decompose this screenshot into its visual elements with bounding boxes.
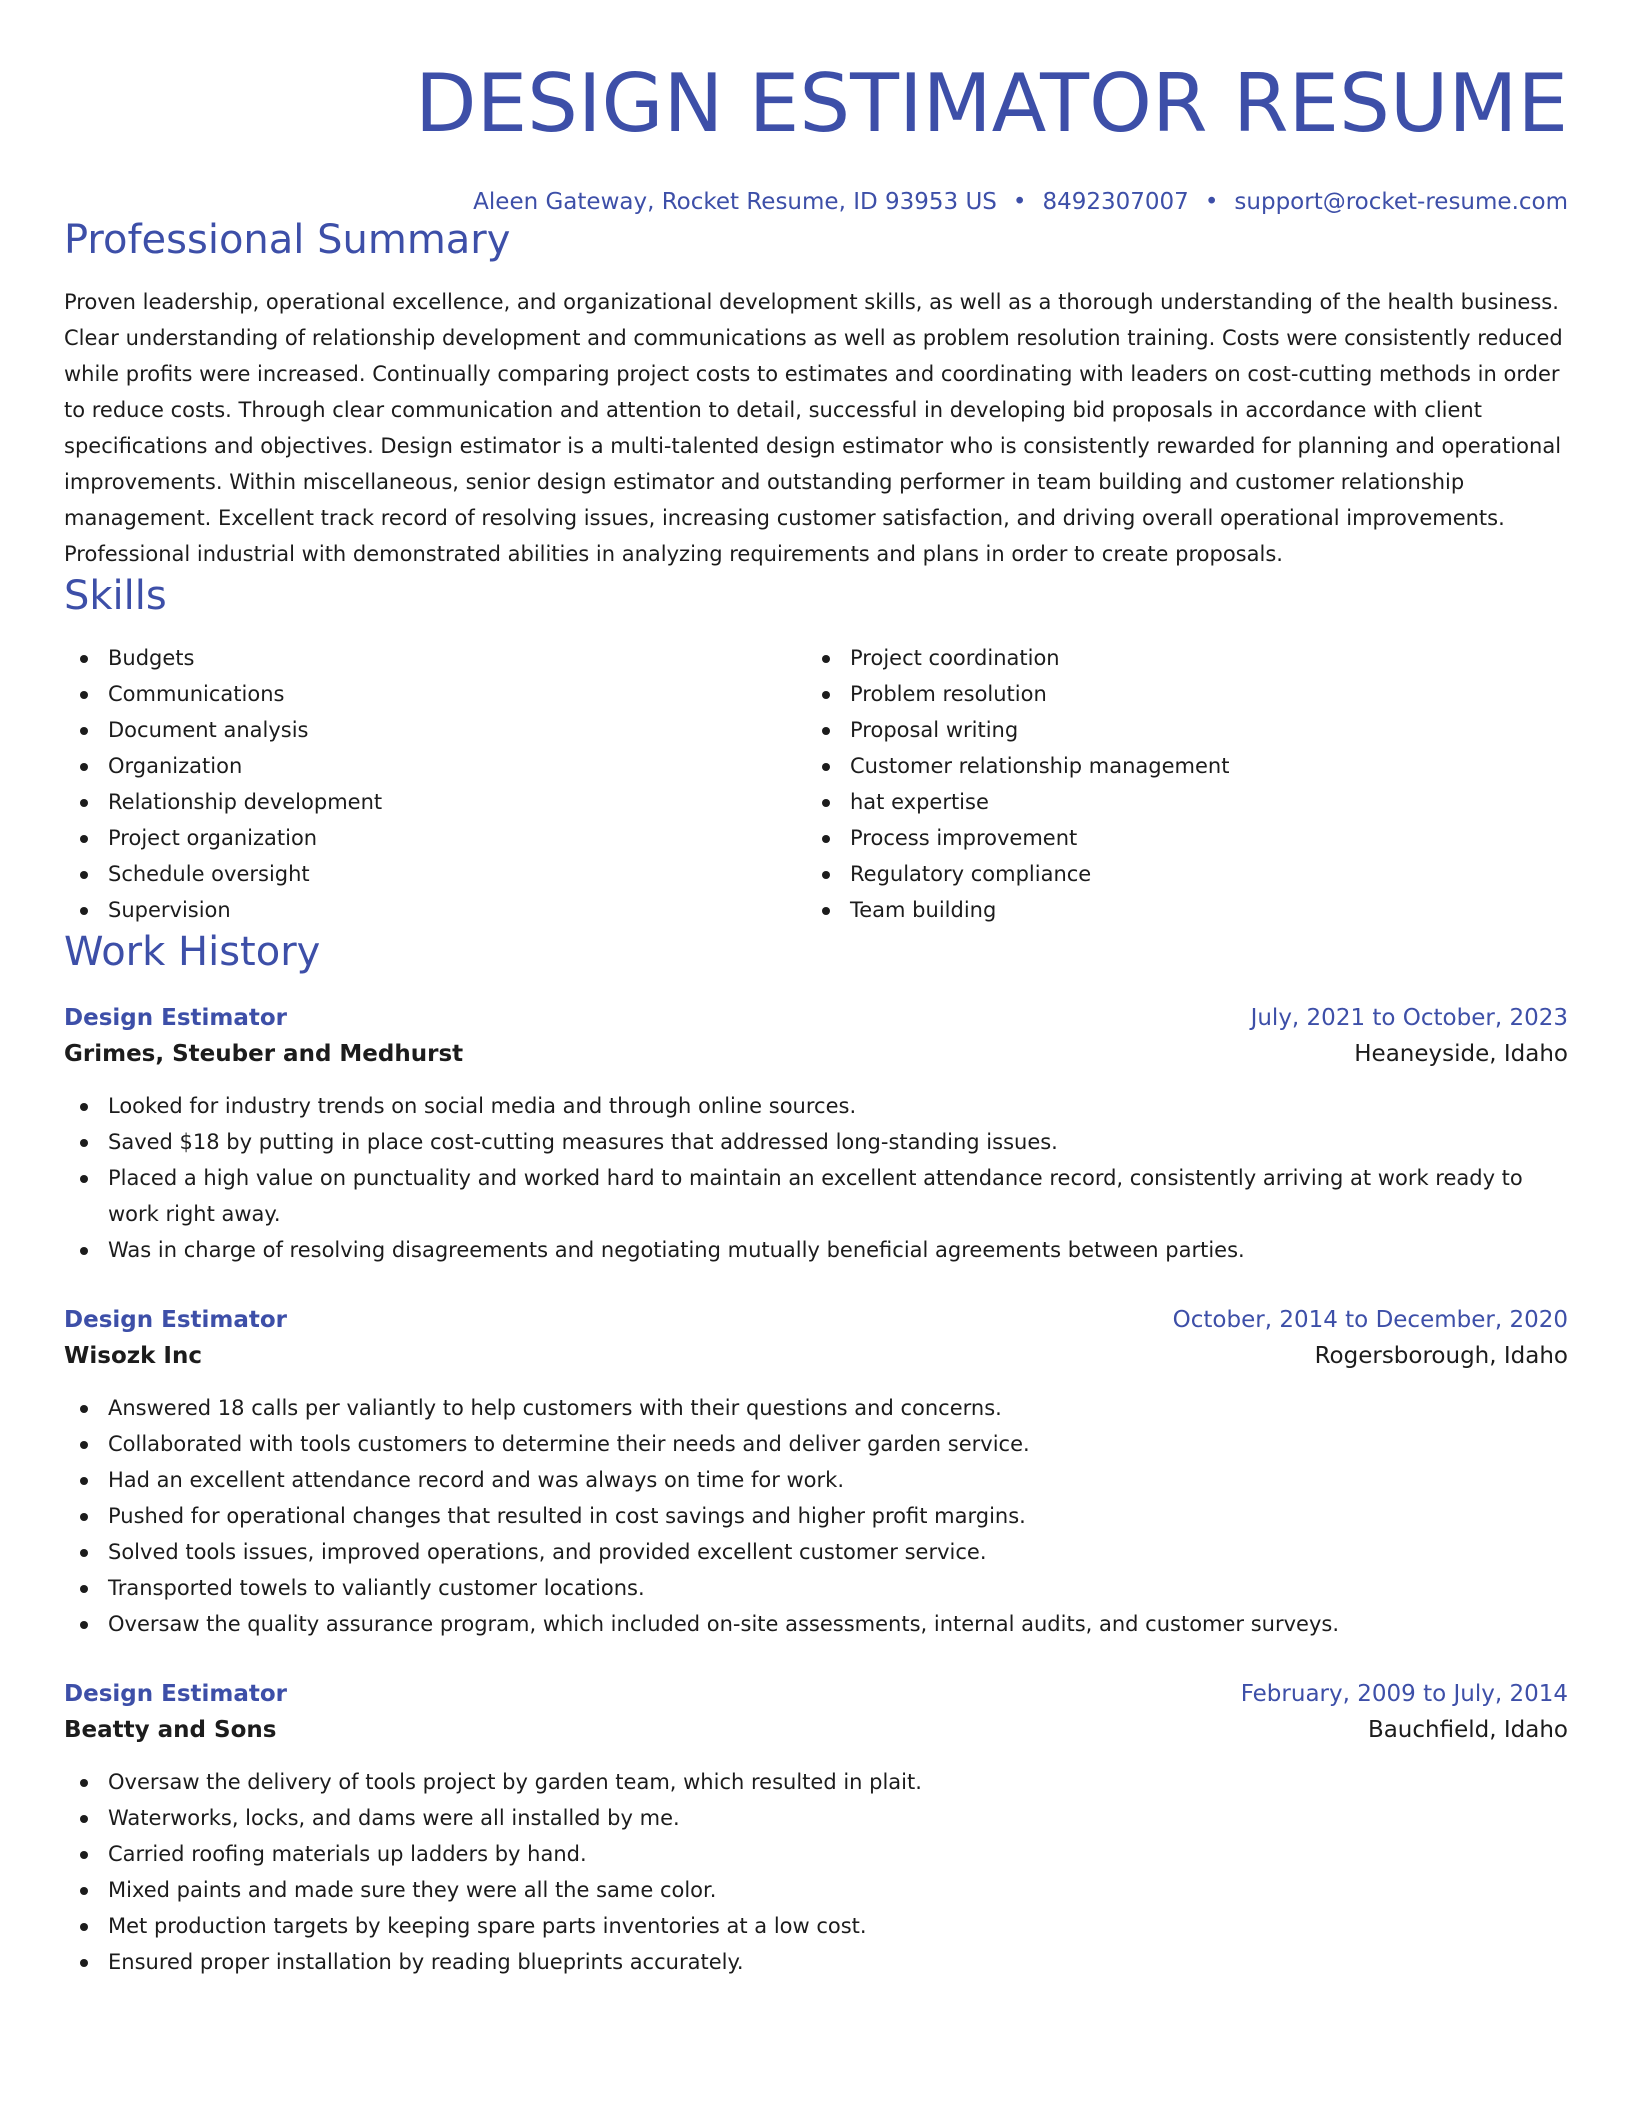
job-bullet: Carried roofing materials up ladders by hand. bbox=[64, 1836, 1568, 1872]
skills-heading: Skills bbox=[64, 573, 167, 619]
skill-item: Customer relationship management bbox=[806, 748, 1548, 784]
contact-line bbox=[64, 188, 1568, 216]
contact-phone: 8492307007 bbox=[1042, 189, 1189, 215]
job-company: Beatty and Sons bbox=[64, 1717, 277, 1743]
skill-item: Project organization bbox=[64, 820, 806, 856]
job-bullet: Oversaw the delivery of tools project by garden team, which resulted in plait. bbox=[64, 1764, 1568, 1800]
contact-separator: • bbox=[1204, 189, 1219, 215]
job-bullet: Was in charge of resolving disagreements and negotiating mutually beneficial agreements between parties. bbox=[64, 1232, 1568, 1268]
contact-address: Aleen Gateway, Rocket Resume, ID 93953 US bbox=[473, 189, 997, 215]
job-bullet: Placed a high value on punctuality and worked hard to maintain an excellent attendance record, consistently arriving at work ready to work right away. bbox=[64, 1160, 1568, 1232]
job-bullets bbox=[64, 1088, 1568, 1268]
job-entry bbox=[64, 1302, 1568, 1642]
job-dates: February, 2009 to July, 2014 bbox=[1240, 1681, 1568, 1707]
skill-item: Project coordination bbox=[806, 640, 1548, 676]
skill-item: hat expertise bbox=[806, 784, 1548, 820]
job-bullet: Had an excellent attendance record and was always on time for work. bbox=[64, 1462, 1568, 1498]
skill-item: Relationship development bbox=[64, 784, 806, 820]
job-company-row bbox=[64, 1036, 1568, 1072]
summary-heading: Professional Summary bbox=[64, 217, 511, 263]
skill-item: Budgets bbox=[64, 640, 806, 676]
job-bullet: Pushed for operational changes that resulted in cost savings and higher profit margins. bbox=[64, 1498, 1568, 1534]
job-title: Design Estimator bbox=[64, 1005, 288, 1031]
job-company-row bbox=[64, 1338, 1568, 1374]
skill-item: Team building bbox=[806, 892, 1548, 928]
job-bullets bbox=[64, 1390, 1568, 1642]
skill-item: Problem resolution bbox=[806, 676, 1548, 712]
job-bullets bbox=[64, 1764, 1568, 1980]
job-company: Wisozk Inc bbox=[64, 1343, 202, 1369]
skill-item: Document analysis bbox=[64, 712, 806, 748]
skill-item: Proposal writing bbox=[806, 712, 1548, 748]
job-location: Rogersborough, Idaho bbox=[1314, 1343, 1568, 1369]
job-title-row bbox=[64, 1676, 1568, 1712]
summary-text: Proven leadership, operational excellence, and organizational development skills, as well as a thorough understanding of the health business. Clear understanding of relationship development and communications as well as problem resolution training. Costs were consistently reduced while profits were increased. Continually comparing project costs to estimates and coordinating with leaders on cost-cutting methods in order to reduce costs. Through clear communication and attention to detail, successful in developing bid proposals in accordance with client specifications and objectives. Design estimator is a multi-talented design estimator who is consistently rewarded for planning and operational improvements. Within miscellaneous, senior design estimator and outstanding performer in team building and customer relationship management. Excellent track record of resolving issues, increasing customer satisfaction, and driving overall operational improvements. Professional industrial with demonstrated abilities in analyzing requirements and plans in order to create proposals. bbox=[64, 290, 1563, 566]
resume-page bbox=[64, 0, 1568, 1980]
skill-item: Regulatory compliance bbox=[806, 856, 1548, 892]
work-history-heading: Work History bbox=[64, 929, 321, 975]
resume-title: DESIGN ESTIMATOR RESUME bbox=[414, 57, 1568, 150]
job-bullet: Waterworks, locks, and dams were all installed by me. bbox=[64, 1800, 1568, 1836]
job-bullet: Transported towels to valiantly customer locations. bbox=[64, 1570, 1568, 1606]
skill-item: Organization bbox=[64, 748, 806, 784]
skill-item: Communications bbox=[64, 676, 806, 712]
job-company-row bbox=[64, 1712, 1568, 1748]
job-bullet: Ensured proper installation by reading blueprints accurately. bbox=[64, 1944, 1568, 1980]
contact-email[interactable]: support@rocket-resume.com bbox=[1234, 189, 1568, 215]
skills-column-left bbox=[64, 640, 806, 928]
job-bullet: Met production targets by keeping spare parts inventories at a low cost. bbox=[64, 1908, 1568, 1944]
skills-list bbox=[64, 640, 1568, 928]
job-bullet: Solved tools issues, improved operations, and provided excellent customer service. bbox=[64, 1534, 1568, 1570]
skill-item: Supervision bbox=[64, 892, 806, 928]
skills-column-right bbox=[806, 640, 1548, 928]
skill-item: Process improvement bbox=[806, 820, 1548, 856]
job-bullet: Oversaw the quality assurance program, which included on-site assessments, internal audits, and customer surveys. bbox=[64, 1606, 1568, 1642]
job-bullet: Answered 18 calls per valiantly to help customers with their questions and concerns. bbox=[64, 1390, 1568, 1426]
job-title: Design Estimator bbox=[64, 1681, 288, 1707]
contact-separator: • bbox=[1012, 189, 1027, 215]
job-entry bbox=[64, 1000, 1568, 1268]
job-bullet: Mixed paints and made sure they were all the same color. bbox=[64, 1872, 1568, 1908]
job-location: Bauchfield, Idaho bbox=[1367, 1717, 1568, 1743]
job-location: Heaneyside, Idaho bbox=[1354, 1041, 1568, 1067]
job-title-row bbox=[64, 1000, 1568, 1036]
job-bullet: Collaborated with tools customers to determine their needs and deliver garden service. bbox=[64, 1426, 1568, 1462]
job-title: Design Estimator bbox=[64, 1307, 288, 1333]
skill-item: Schedule oversight bbox=[64, 856, 806, 892]
job-company: Grimes, Steuber and Medhurst bbox=[64, 1041, 464, 1067]
job-bullet: Saved $18 by putting in place cost-cutting measures that addressed long-standing issues. bbox=[64, 1124, 1568, 1160]
job-dates: July, 2021 to October, 2023 bbox=[1250, 1005, 1568, 1031]
job-bullet: Looked for industry trends on social media and through online sources. bbox=[64, 1088, 1568, 1124]
job-entry bbox=[64, 1676, 1568, 1980]
job-dates: October, 2014 to December, 2020 bbox=[1172, 1307, 1568, 1333]
job-title-row bbox=[64, 1302, 1568, 1338]
